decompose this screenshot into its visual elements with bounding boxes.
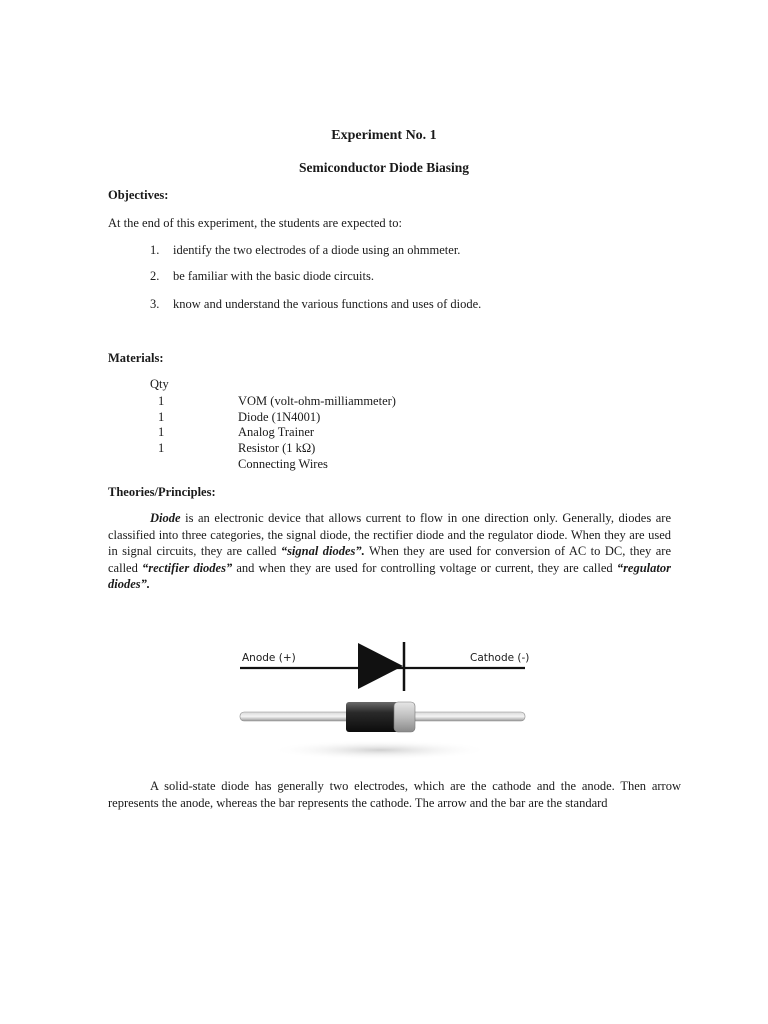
- diode-figure: [220, 628, 540, 768]
- materials-item: Resistor (1 kΩ): [238, 441, 316, 455]
- objectives-heading: Objectives:: [108, 188, 169, 202]
- objective-number: 1.: [150, 243, 160, 257]
- materials-qty: 1: [158, 425, 165, 439]
- term-signal-diodes: “signal diodes”.: [280, 544, 365, 558]
- materials-qty: 1: [158, 441, 165, 455]
- paragraph-text: and when they are used for controlling voltage or current, they are called: [232, 560, 617, 575]
- diode-shadow: [270, 740, 490, 760]
- diode-arrow-anode: [358, 643, 403, 689]
- materials-item: Analog Trainer: [238, 425, 315, 439]
- document-title: Experiment No. 1: [331, 128, 437, 143]
- objective-number: 3.: [150, 297, 160, 311]
- objective-text: be familiar with the basic diode circuits.: [173, 269, 374, 283]
- paragraph-text: When they are used for conversion of AC to DC, they are called: [108, 544, 671, 575]
- theories-heading: Theories/Principles:: [108, 485, 216, 499]
- materials-qty: 1: [158, 394, 165, 408]
- objective-number: 2.: [150, 269, 160, 283]
- objective-text: know and understand the various functions and uses of diode.: [173, 297, 482, 311]
- term-regulator-diodes: “regulator diodes”.: [108, 560, 671, 591]
- materials-item: Connecting Wires: [238, 457, 328, 471]
- diode-cathode-band: [394, 702, 415, 732]
- anode-label: Anode (+): [242, 652, 296, 664]
- paragraph-text: is an electronic device that allows current to flow in one direction only. Generally, diodes are classified into three categories, the signal diode, the rectifier diode and the regulator diode. When they are used in signal circuits, they are called: [108, 511, 671, 558]
- cathode-label: Cathode (-): [470, 652, 530, 664]
- materials-qty: 1: [158, 410, 165, 424]
- materials-item: Diode (1N4001): [238, 410, 321, 424]
- materials-item: VOM (volt-ohm-milliammeter): [238, 394, 396, 408]
- term-diode: Diode: [150, 511, 181, 525]
- term-rectifier-diodes: “rectifier diodes”: [141, 560, 233, 575]
- theories-paragraph: [108, 510, 671, 593]
- document-subtitle: Semiconductor Diode Biasing: [298, 160, 469, 175]
- objectives-intro: At the end of this experiment, the students are expected to:: [108, 216, 403, 230]
- materials-qty-header: Qty: [150, 377, 169, 391]
- theories-paragraph-2: A solid-state diode has generally two electrodes, which are the cathode and the anode. Then arrow represents the anode, whereas the bar represents the cathode. The arrow and the bar are the standard: [108, 779, 681, 810]
- materials-heading: Materials:: [108, 351, 164, 365]
- objective-text: identify the two electrodes of a diode using an ohmmeter.: [173, 243, 461, 257]
